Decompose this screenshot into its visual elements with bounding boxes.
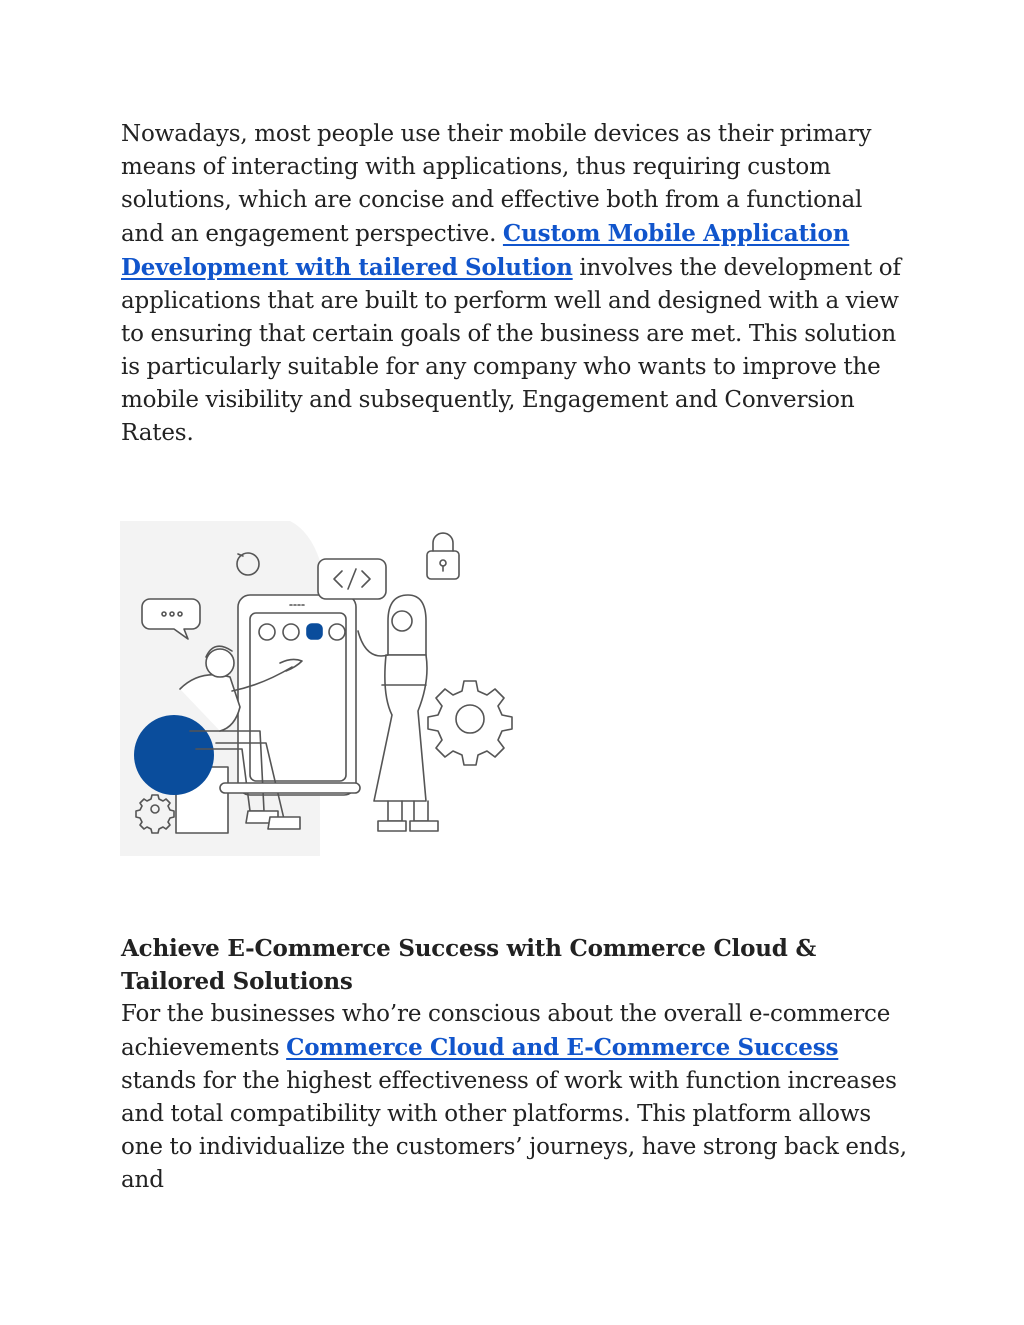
section-heading: Achieve E-Commerce Success with Commerce Cloud & Tailored Solutions: [121, 935, 817, 995]
commerce-cloud-link[interactable]: Commerce Cloud and E-Commerce Success: [286, 1034, 839, 1061]
intro-paragraph: [121, 118, 911, 450]
intro-text-before-link: Nowadays, most people use their mobile devices as their primary means of interacting with applications, thus requiring custom solutions, which are concise and effective both from a functional and an engagement perspective.: [121, 121, 872, 247]
section-text-before-link: For the businesses who’re conscious about the overall e-commerce achievements: [121, 1001, 891, 1061]
mobile-app-development-illustration: [120, 521, 515, 856]
intro-section: [121, 118, 911, 450]
ecommerce-section: [121, 932, 911, 1197]
custom-mobile-app-link[interactable]: Custom Mobile Application Development with tailered Solution: [121, 220, 850, 281]
ecommerce-paragraph: [121, 998, 911, 1197]
intro-text-after-link: involves the development of applications that are built to perform well and designed with a view to ensuring that certain goals of the business are met. This solution is particularly suitable for any company who wants to improve the mobile visibility and subsequently, Engagement and Conversion Rates.: [121, 255, 901, 446]
section-text-after-link: stands for the highest effectiveness of work with function increases and total compatibility with other platforms. This platform allows one to individualize the customers’ journeys, have strong back ends, and: [121, 1068, 907, 1193]
